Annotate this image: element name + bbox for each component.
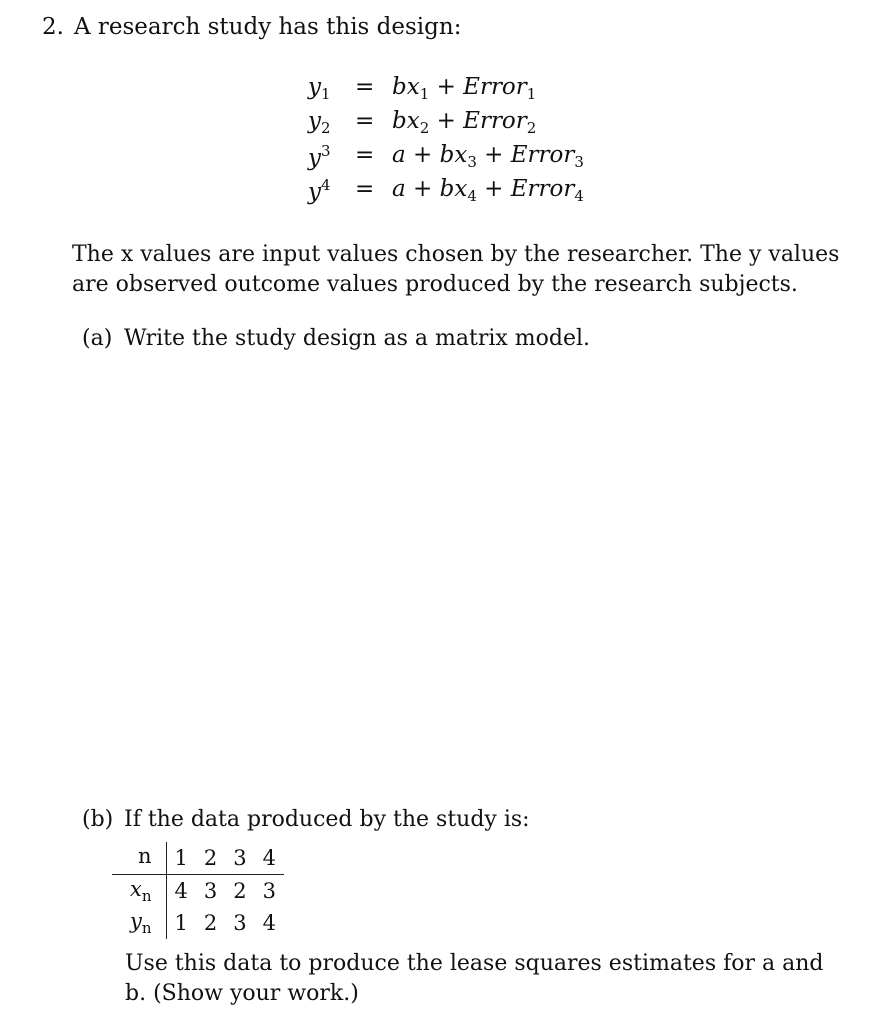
equals-sign: = — [355, 142, 375, 168]
equals-sign: = — [355, 74, 375, 100]
table-cell: 3 — [225, 842, 254, 875]
table-row-header: n — [112, 842, 166, 875]
table-row — [112, 875, 284, 908]
equation-lhs: $y_1$ — [308, 74, 331, 103]
table-cell: 3 — [203, 879, 218, 903]
table-row — [112, 907, 284, 939]
part-a-label: (a) — [82, 326, 113, 351]
table-row — [112, 842, 284, 875]
closing-instruction: Use this data to produce the lease squares estimates for a and b. (Show your work.) — [125, 951, 824, 1006]
table-cell: 3 — [262, 879, 277, 903]
equation-rhs: $bx_2$ + Error$_2$ — [392, 108, 537, 137]
equation-row — [0, 74, 884, 108]
equation-lhs: $y_2$ — [308, 108, 331, 137]
question-intro: A research study has this design: — [73, 14, 462, 40]
equation-rhs: $bx_1$ + Error$_1$ — [392, 74, 537, 103]
part-b-label: (b) — [82, 807, 114, 832]
data-table — [112, 842, 284, 939]
equals-sign: = — [355, 108, 375, 134]
equation-lhs: $y^4$ — [308, 176, 331, 205]
equation-rhs: $a + bx_4$ + Error$_4$ — [392, 176, 584, 205]
part-b — [82, 807, 530, 832]
table-cell: 1 — [166, 842, 196, 875]
table-cell: 2 — [233, 879, 247, 903]
equation-lhs: $y^3$ — [308, 142, 331, 171]
question-number: 2. — [42, 14, 64, 40]
equation-rhs: $a + bx_3$ + Error$_3$ — [392, 142, 584, 171]
part-a — [82, 326, 590, 351]
part-b-text: If the data produced by the study is: — [124, 807, 530, 832]
table-cell: 2 — [196, 842, 225, 875]
table-row-header: $x_n$ — [112, 875, 166, 908]
table-cell: 4 — [262, 911, 277, 935]
equals-sign: = — [355, 176, 375, 202]
table-cell: 1 — [174, 911, 188, 935]
description-paragraph: The x values are input values chosen by the researcher. The y values are observed outcome values produced by the research subjects. — [72, 242, 840, 297]
equation-row — [0, 108, 884, 142]
table-row-header: $y_n$ — [112, 907, 166, 939]
question-header — [42, 14, 461, 40]
table-cell: 4 — [255, 842, 284, 875]
equation-row — [0, 142, 884, 176]
table-cell: 2 — [203, 911, 218, 935]
table-cell: 3 — [233, 911, 247, 935]
equation-row — [0, 176, 884, 210]
part-a-text: Write the study design as a matrix model. — [124, 326, 591, 351]
table-cell: 4 — [174, 879, 188, 903]
